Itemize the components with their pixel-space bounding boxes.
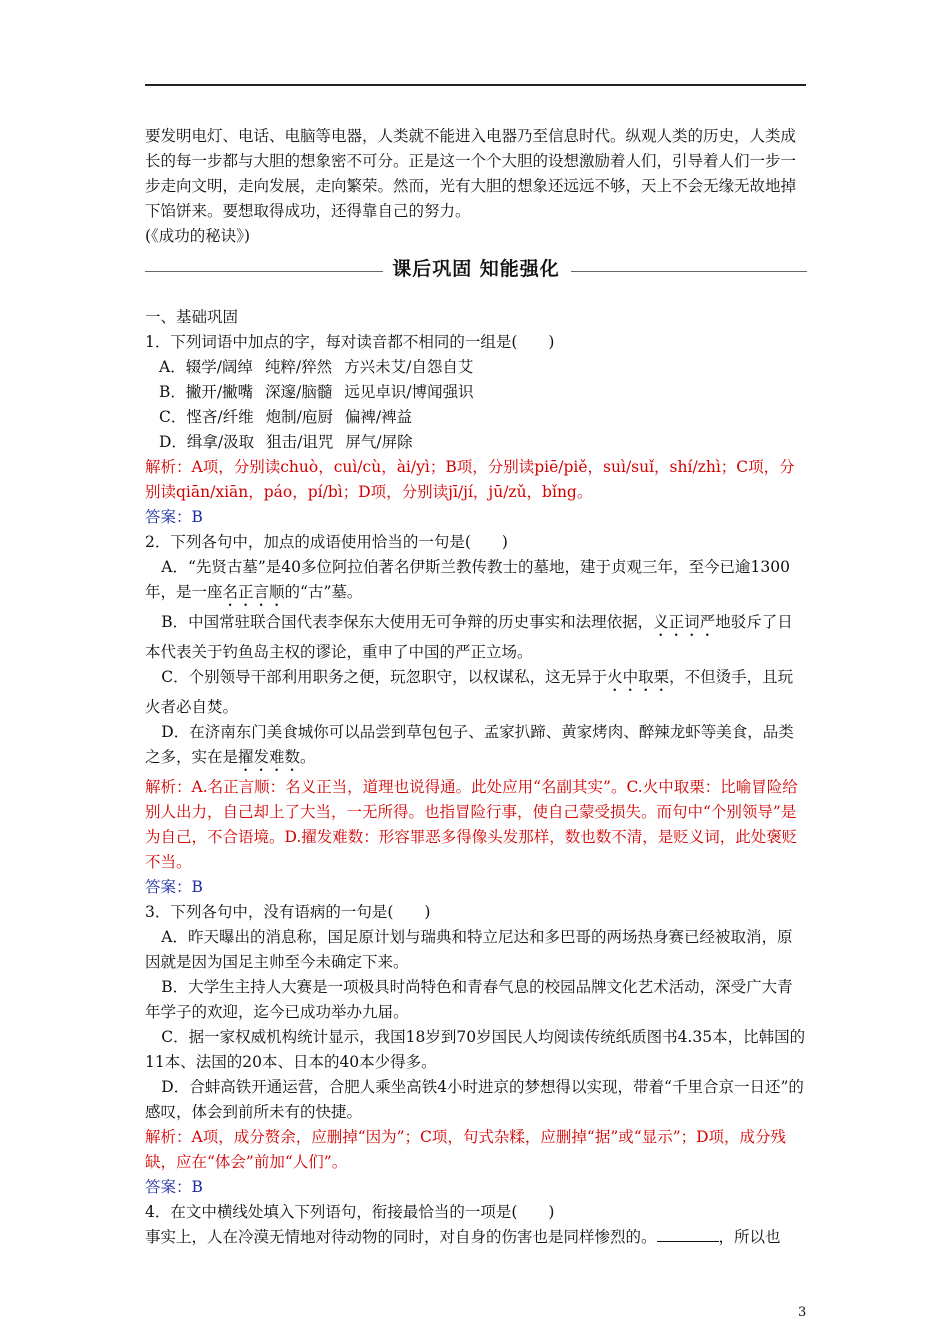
page-content <box>145 124 807 1250</box>
fill-blank <box>657 1227 719 1242</box>
intro-source: (《成功的秘诀》) <box>145 227 251 245</box>
q2-option-a: A．“先贤古墓”是40多位阿拉伯著名伊斯兰教传教士的墓地，建于贞观三年，至今已逾1300年，是一座名正言顺的“古”墓。 <box>145 558 790 601</box>
q2-option-b: B．中国常驻联合国代表李保东大使用无可争辩的历史事实和法理依据，义正词严地驳斥了日本代表关于钓鱼岛主权的谬论，重申了中国的严正立场。 <box>145 613 793 661</box>
q1-option-b: B．撇开/撇嘴 深邃/脑髓 远见卓识/博闻强识 <box>159 383 474 401</box>
q1-stem: 1．下列词语中加点的字，每对读音都不相同的一组是( ) <box>145 333 555 351</box>
q2-analysis: 解析：A.名正言顺：名义正当，道理也说得通。此处应用“名副其实”。C.火中取栗：比喻冒险给别人出力，自己却上了大当，一无所得。也指冒险行事，使自己蒙受损失。而句中“个别领导”是为自己，不合语境。D.擢发难数：形容罪恶多得像头发那样，数也数不清，是贬义词，此处褒贬不当。 <box>145 778 798 871</box>
q3-answer: 答案：B <box>145 1178 203 1196</box>
q1-option-a: A．辍学/阔绰 纯粹/猝然 方兴未艾/自怨自艾 <box>159 358 474 376</box>
q1-option-d: D．缉拿/汲取 狙击/诅咒 屏气/屏除 <box>159 433 413 451</box>
banner-title: 课后巩固 知能强化 <box>392 258 560 280</box>
q1-analysis: 解析：A项，分别读chuò，cuì/cù，ài/yì；B项，分别读piē/piě，suì/suǐ，shí/zhì；C项，分别读qiān/xiān，páo，pí/bì；D项，分别读jī/jí，jū/zǔ，bǐng。 <box>145 458 795 501</box>
dotted-idiom: 义正词严 <box>653 613 716 631</box>
q4-stem: 4．在文中横线处填入下列语句，衔接最恰当的一项是( ) <box>145 1203 555 1221</box>
q2-answer: 答案：B <box>145 878 203 896</box>
q2-stem: 2．下列各句中，加点的成语使用恰当的一句是( ) <box>145 533 508 551</box>
header-rule <box>145 84 806 86</box>
q3-option-a: A．昨天曝出的消息称，国足原计划与瑞典和特立尼达和多巴哥的两场热身赛已经被取消，原因就是因为国足主帅至今未确定下来。 <box>145 928 793 971</box>
intro-paragraph: 要发明电灯、电话、电脑等电器，人类就不能进入电器乃至信息时代。纵观人类的历史，人类成长的每一步都与大胆的想象密不可分。正是这一个个大胆的设想激励着人们，引导着人们一步一步走向文明，走向发展，走向繁荣。然而，光有大胆的想象还远远不够，天上不会无缘无故地掉下馅饼来。要想取得成功，还得靠自己的努力。 <box>145 127 797 220</box>
q3-option-b: B．大学生主持人大赛是一项极具时尚特色和青春气息的校园品牌文化艺术活动，深受广大青年学子的欢迎，迄今已成功举办九届。 <box>145 978 793 1021</box>
q2-option-c: C．个别领导干部利用职务之便，玩忽职守，以权谋私，这无异于火中取栗，不但烫手，且玩火者必自焚。 <box>145 668 794 716</box>
q1-answer: 答案：B <box>145 508 203 526</box>
q3-stem: 3．下列各句中，没有语病的一句是( ) <box>145 903 431 921</box>
dotted-idiom: 火中取栗 <box>607 668 670 686</box>
section-title: 一、基础巩固 <box>145 308 239 326</box>
page-number: 3 <box>798 1305 807 1320</box>
q2-option-d: D．在济南东门美食城你可以品尝到草包包子、孟家扒蹄、黄家烤肉、醉辣龙虾等美食，品类之多，实在是擢发难数。 <box>145 723 794 766</box>
q1-option-c: C．悭吝/纤维 炮制/庖厨 偏裨/裨益 <box>159 408 413 426</box>
q3-option-c: C．据一家权威机构统计显示，我国18岁到70岁国民人均阅读传统纸质图书4.35本，比韩国的11本、法国的20本、日本的40本少得多。 <box>145 1028 806 1071</box>
dotted-idiom: 擢发难数 <box>238 748 301 766</box>
q3-analysis: 解析：A项，成分赘余，应删掉“因为”；C项，句式杂糅，应删掉“据”或“显示”；D项，成分残缺，应在“体会”前加“人们”。 <box>145 1128 787 1171</box>
q4-text: 事实上，人在冷漠无情地对待动物的同时，对自身的伤害也是同样惨烈的。 ，所以也 <box>145 1228 781 1246</box>
q3-option-d: D．合蚌高铁开通运营，合肥人乘坐高铁4小时进京的梦想得以实现，带着“千里合京一日还”的感叹，体会到前所未有的快捷。 <box>145 1078 804 1121</box>
banner-line-right <box>571 271 807 272</box>
dotted-idiom: 名正言顺 <box>222 583 285 601</box>
section-banner <box>145 251 807 291</box>
